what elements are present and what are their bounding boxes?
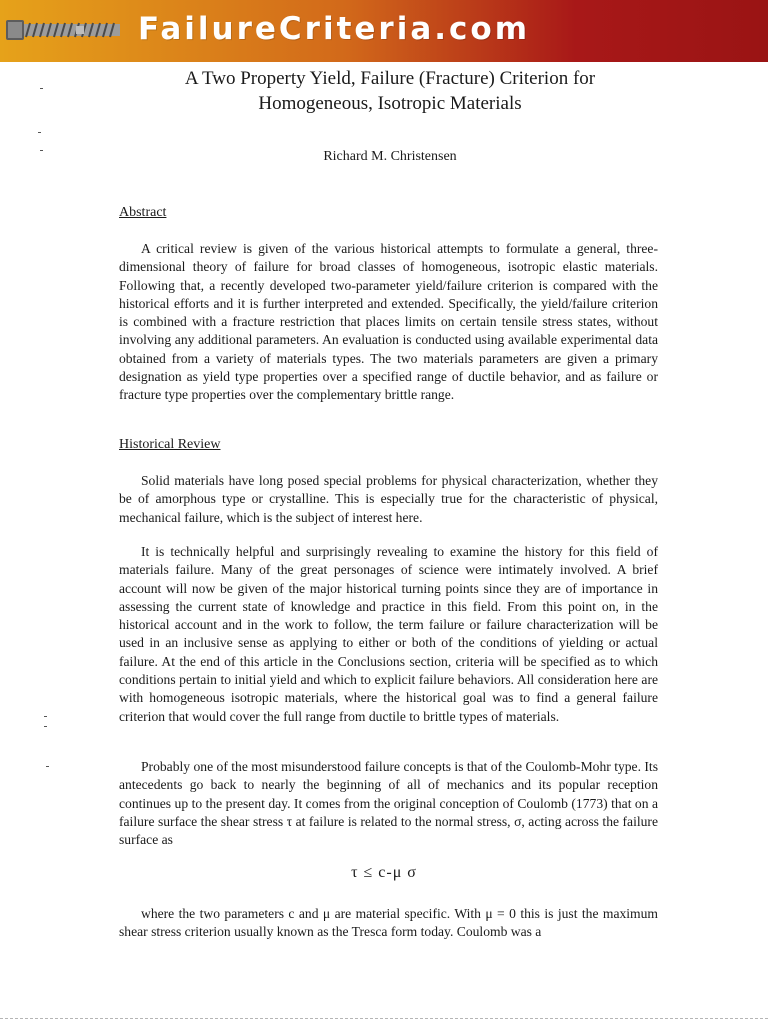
abstract-paragraph: A critical review is given of the various historical attempts to formulate a general, three-dimensional theory of failure for broad classes of homogeneous, isotropic elastic materials. Following that, a recently developed two-parameter yield/failure criterion is compared with the historical efforts and it is further interpreted and extended. Specifically, the yield/failure criterion is combined with a fracture restriction that places limits on certain tensile stress states, without involving any additional parameters. An evaluation is conducted using available experimental data obtained from a variety of materials types. The two materials parameters are given a primary designation as yield type properties over a specified range of ductile behavior, and as failure or fracture type properties over the complementary brittle range. bbox=[119, 241, 658, 403]
scan-speck bbox=[46, 766, 49, 767]
abstract-heading: Abstract bbox=[119, 205, 167, 220]
title-line-1: A Two Property Yield, Failure (Fracture) Criterion for bbox=[184, 68, 596, 89]
scan-speck bbox=[44, 726, 47, 727]
coulomb-equation: τ ≤ c-μ σ bbox=[351, 864, 417, 881]
history-paragraph-2: It is technically helpful and surprisingly revealing to examine the history for this field of materials failure. Many of the great personages of science were intimately involved. A brief account will now be given of the major historical turning points since they are of importance in assessing the current state of knowledge and practice in this field. From this point on, in the historical account and in the work to follow, the term failure or failure characterization will be used in an inclusive sense as applying to either or both of the conditions of yielding or actual failure. At the end of this article in the Conclusions section, criteria will be specified as to which conditions pertain to initial yield and which to explicit failure behaviors. All consideration here are with homogeneous isotropic materials, where the historical goal was to find a general failure criterion that would cover the full range from ductile to brittle types of materials. bbox=[119, 544, 658, 724]
scan-speck bbox=[44, 716, 47, 717]
bolt-logo-icon bbox=[6, 12, 124, 48]
history-paragraph-3: Probably one of the most misunderstood failure concepts is that of the Coulomb-Mohr type. Its antecedents go back to nearly the beginning of all of mechanics and its popular reception continues up to the present day. It comes from the original conception of Coulomb (1773) that on a failure surface the shear stress τ at failure is related to the normal stress, σ, acting across the failure surface as bbox=[119, 759, 658, 848]
scan-speck bbox=[40, 88, 43, 89]
history-paragraph-4: where the two parameters c and μ are material specific. With μ = 0 this is just the maximum shear stress criterion usually known as the Tresca form today. Coulomb was a bbox=[119, 906, 658, 940]
scan-speck bbox=[38, 132, 41, 133]
title-line-2: Homogeneous, Isotropic Materials bbox=[258, 93, 522, 114]
history-paragraph-1: Solid materials have long posed special problems for physical characterization, whether they be of amorphous type or crystalline. This is especially true for the characteristic of physical, mechanical failure, which is the subject of interest here. bbox=[119, 473, 658, 525]
site-name[interactable]: FailureCriteria.com bbox=[138, 11, 531, 47]
site-banner bbox=[0, 0, 768, 62]
author-name: Richard M. Christensen bbox=[323, 149, 457, 164]
scan-speck bbox=[40, 150, 43, 151]
scan-edge-line bbox=[0, 1018, 768, 1019]
paper-title bbox=[80, 66, 700, 116]
historical-review-heading: Historical Review bbox=[119, 437, 221, 452]
